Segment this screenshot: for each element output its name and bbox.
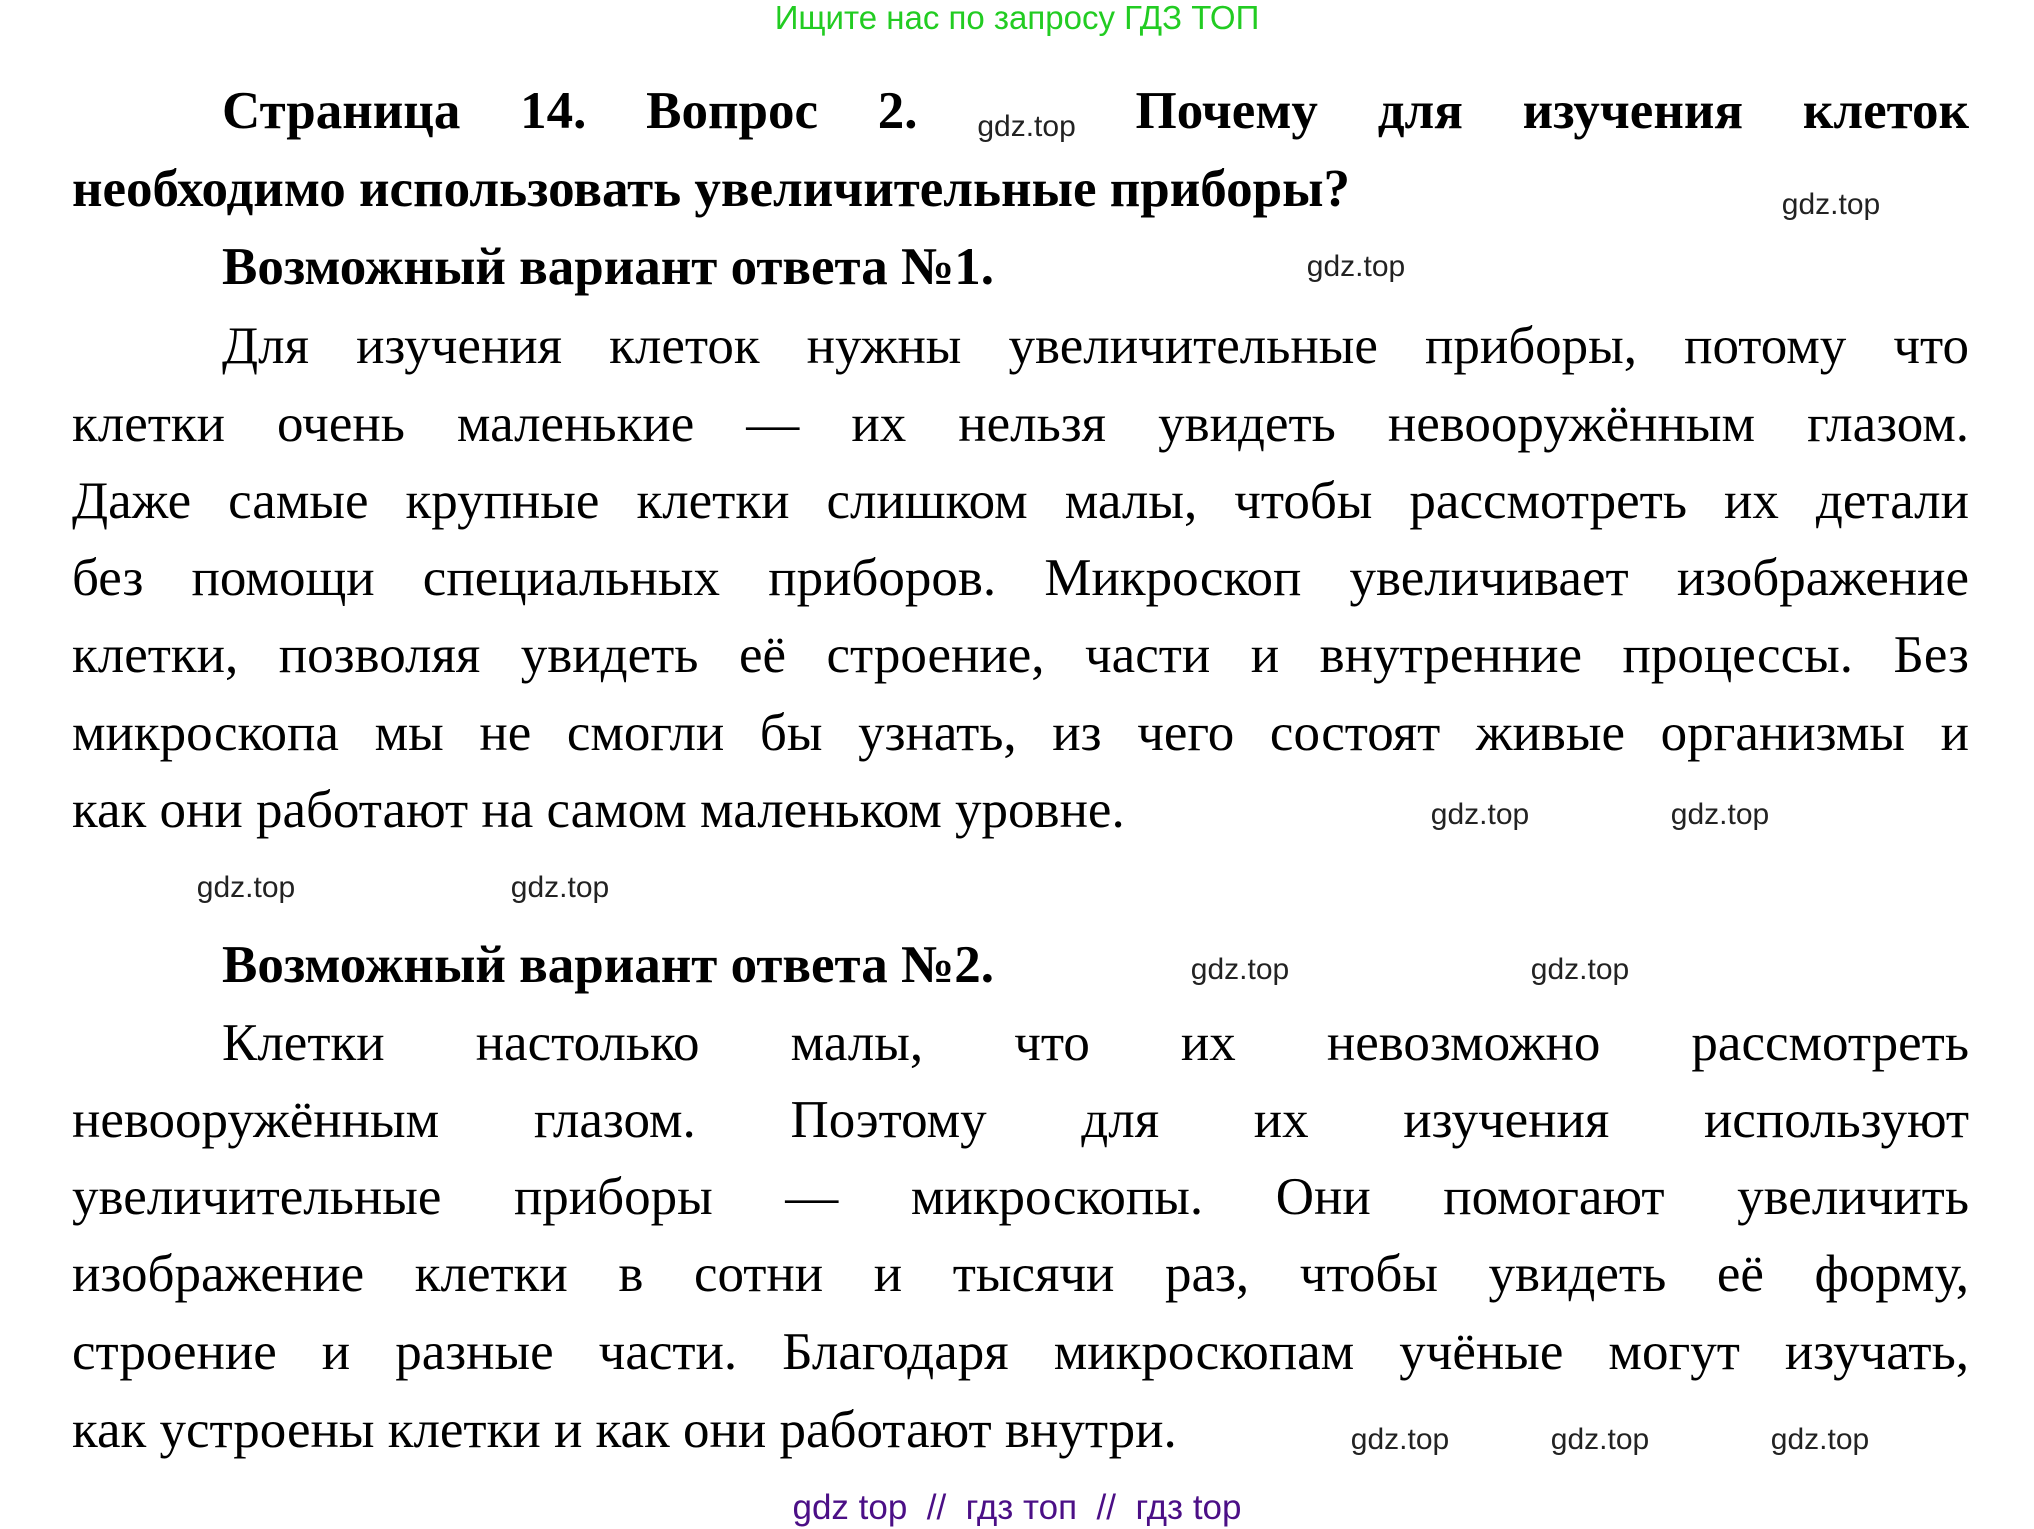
watermark: gdz.top bbox=[1306, 250, 1406, 283]
answer-1-line: микроскопа мы не смогли бы узнать, из чего состоят живые организмы и bbox=[72, 704, 1969, 762]
watermark: gdz.top bbox=[1770, 1423, 1870, 1456]
watermark: gdz.top bbox=[1430, 798, 1530, 831]
answer-1-line: как они работают на самом маленьком уровне. bbox=[72, 781, 1125, 839]
watermark: gdz.top bbox=[977, 110, 1076, 143]
answer-1-line: клетки, позволяя увидеть её строение, части и внутренние процессы. Без bbox=[72, 626, 1969, 684]
answer-2-line: невооружённым глазом. Поэтому для их изучения используют bbox=[72, 1091, 1969, 1149]
answer-2-line: строение и разные части. Благодаря микроскопам учёные могут изучать, bbox=[72, 1323, 1969, 1381]
answer-2-line: изображение клетки в сотни и тысячи раз, чтобы увидеть её форму, bbox=[72, 1245, 1969, 1303]
answer-1-line: клетки очень маленькие — их нельзя увидеть невооружённым глазом. bbox=[72, 395, 1969, 453]
search-hint: Ищите нас по запросу ГДЗ ТОП bbox=[774, 0, 1260, 36]
watermark: gdz.top bbox=[1350, 1423, 1450, 1456]
answer-2-line: Клетки настолько малы, что их невозможно рассмотреть bbox=[222, 1014, 1969, 1072]
question-title-line-2: необходимо использовать увеличительные приборы? bbox=[72, 160, 1350, 218]
watermark: gdz.top bbox=[510, 871, 610, 904]
watermark: gdz.top bbox=[1550, 1423, 1650, 1456]
answer-2-line: увеличительные приборы — микроскопы. Они помогают увеличить bbox=[72, 1168, 1969, 1226]
watermark: gdz.top bbox=[1670, 798, 1770, 831]
answer-1-line: без помощи специальных приборов. Микроскоп увеличивает изображение bbox=[72, 549, 1969, 607]
answer-2-line: как устроены клетки и как они работают внутри. bbox=[72, 1401, 1177, 1459]
answer-2-heading: Возможный вариант ответа №2. bbox=[222, 936, 994, 994]
watermark: gdz.top bbox=[1190, 953, 1290, 986]
answer-1-line: Даже самые крупные клетки слишком малы, чтобы рассмотреть их детали bbox=[72, 472, 1969, 530]
question-number: Страница 14. Вопрос 2. bbox=[222, 82, 918, 140]
answer-1-line: Для изучения клеток нужны увеличительные приборы, потому что bbox=[222, 317, 1969, 375]
watermark: gdz.top bbox=[196, 871, 296, 904]
footer-links: gdz top // гдз топ // гдз top bbox=[792, 1488, 1242, 1527]
answer-1-heading: Возможный вариант ответа №1. bbox=[222, 238, 994, 296]
watermark: gdz.top bbox=[1781, 188, 1881, 221]
question-text: Почему для изучения клеток bbox=[1135, 82, 1970, 140]
watermark: gdz.top bbox=[1530, 953, 1630, 986]
question-title-line-1 bbox=[222, 73, 1969, 150]
